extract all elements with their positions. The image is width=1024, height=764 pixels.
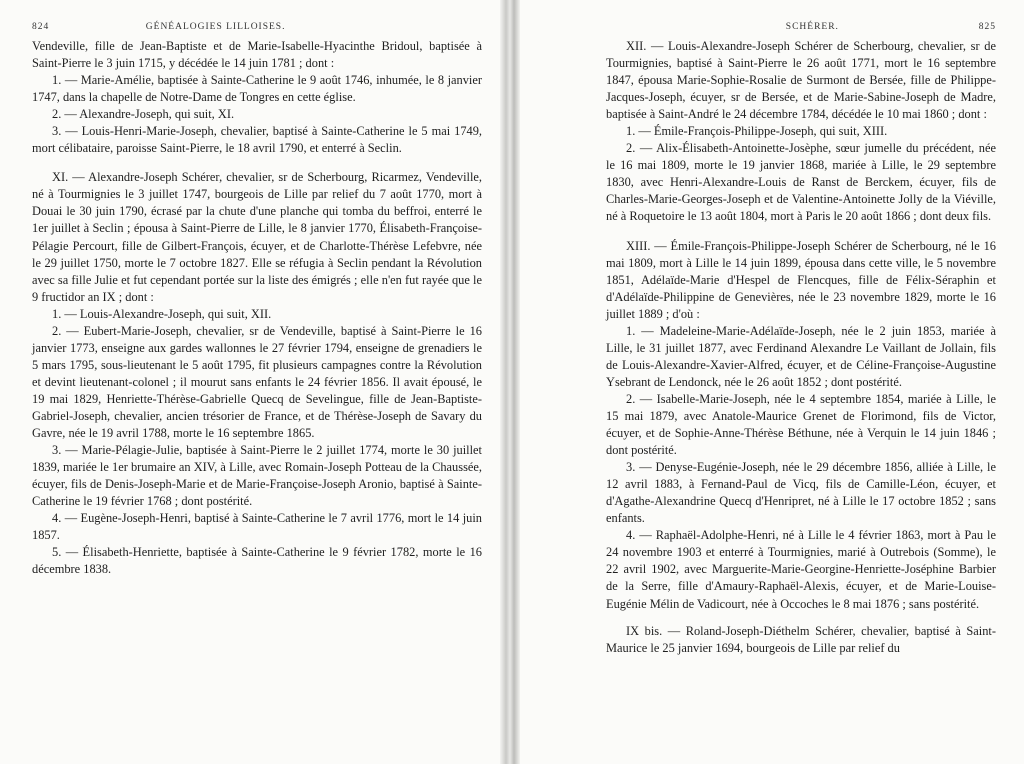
- right-paragraph: 1. — Madeleine-Marie-Adélaïde-Joseph, née le 2 juin 1853, mariée à Lille, le 31 juillet 1877, avec Ferdinand Alexandre Le Vaillant de Jollain, fils de Louis-Alexandre-Xavier-Alfred, écuyer, et de Céline-Françoise-Augustine Ysebrant de Lendonck, née le 26 août 1852 ; dont postérité.: [606, 323, 996, 389]
- left-page: [0, 0, 500, 764]
- right-paragraph: XIII. — Émile-François-Philippe-Joseph Schérer de Scherbourg, né le 16 mai 1809, mort à Lille le 14 juin 1899, épousa dans cette ville, le 5 novembre 1851, Adélaïde-Marie d'Hespel de Flencques, fille de Félix-Séraphin et d'Adélaïde-Philippine de Genevières, née le 23 novembre 1829, morte le 16 juillet 1889 ; d'où :: [606, 238, 996, 321]
- left-paragraph: 4. — Eugène-Joseph-Henri, baptisé à Sainte-Catherine le 7 avril 1776, mort le 14 juin 1857.: [32, 511, 482, 543]
- left-paragraph: 1. — Marie-Amélie, baptisée à Sainte-Catherine le 9 août 1746, inhumée, le 8 janvier 1747, dans la chapelle de Notre-Dame de Tongres en cette église.: [32, 73, 482, 105]
- right-paragraph: 4. — Raphaël-Adolphe-Henri, né à Lille le 4 février 1863, mort à Pau le 24 novembre 1903 et enterré à Tourmignies, marié à Outrebois (Somme), le 22 avril 1902, avec Marguerite-Marie-Georgine-Henriette-Joséphine Barbier de la Serre, fille d'Amaury-Raphaël-Alexis, écuyer, et de Marie-Louise-Eugénie Mélin de Vadicourt, née à Occoches le 8 mai 1876 ; sans postérité.: [606, 528, 996, 611]
- right-running-title: SCHÉRER.: [785, 22, 839, 32]
- left-paragraph: 5. — Élisabeth-Henriette, baptisée à Sainte-Catherine le 9 février 1782, morte le 16 décembre 1838.: [32, 545, 482, 577]
- right-paragraph: 3. — Denyse-Eugénie-Joseph, née le 29 décembre 1856, alliée à Lille, le 12 avril 1883, à Fernand-Paul de Vicq, fils de Camille-Léon, écuyer, et d'Agathe-Alexandrine Quecq d'Henripret, né à Lille le 17 octobre 1852 ; sans enfants.: [606, 460, 996, 526]
- left-paragraph: 3. — Marie-Pélagie-Julie, baptisée à Saint-Pierre le 2 juillet 1774, morte le 30 juillet 1839, mariée le 1er brumaire an XIV, à Lille, avec Romain-Joseph Potteau de la Chaussée, écuyer, fils de Denis-Joseph-Marie et de Marie-Françoise-Joseph Aronio, baptisé à Sainte-Catherine le 19 février 1768 ; dont postérité.: [32, 443, 482, 509]
- left-running-title: GÉNÉALOGIES LILLOISES.: [145, 22, 286, 32]
- left-page-number: 824: [32, 22, 50, 32]
- right-paragraph: 2. — Isabelle-Marie-Joseph, née le 4 septembre 1854, mariée à Lille, le 15 mai 1879, avec Anatole-Maurice Grenet de Florimond, fils de Victor, écuyer, et de Sophie-Anne-Thérèse Béthune, née à Verquin le 14 juin 1846 ; dont postérité.: [606, 391, 996, 458]
- left-paragraph: 2. — Eubert-Marie-Joseph, chevalier, sr de Vendeville, baptisé à Saint-Pierre le 16 janvier 1773, enseigne aux gardes wallonnes le 27 février 1794, enseigne de grenadiers le 5 mars 1795, sous-lieutenant le 5 août 1795, fit plusieurs campagnes contre la Révolution et devint lieutenant-colonel ; il mourut sans enfants le 24 février 1856. Il avait épousé, le 19 mai 1829, Henriette-Thérèse-Gabrielle Quecq de Sevelingue, fille de Jean-Baptiste-Gabriel-Joseph, chevalier, ancien trésorier de France, et de Thérèse-Joseph de Savary du Gavre, née le 19 avril 1788, morte le 16 septembre 1865.: [32, 323, 482, 441]
- right-paragraph: 1. — Émile-François-Philippe-Joseph, qui suit, XIII.: [626, 124, 888, 139]
- left-paragraph: XI. — Alexandre-Joseph Schérer, chevalier, sr de Scherbourg, Ricarmez, Vendeville, né à Tourmignies le 3 juillet 1747, bourgeois de Lille par relief du 7 août 1770, mort à Douai le 30 juin 1790, écrasé par la chute d'une planche qui tomba du beffroi, enterré le 1er juillet à Seclin ; épousa à Saint-Pierre de Lille, le 8 janvier 1770, Élisabeth-Françoise-Pélagie Percourt, fille de Gilbert-François, écuyer, et de Charlotte-Thérèse Lefebvre, née le 29 juillet 1750, morte le 7 octobre 1827. Elle se réfugia à Seclin pendant la Révolution avec sa fille Julie et fut cependant portée sur la liste des émigrés ; elle n'en fut rayée que le 9 fructidor an IX ; dont :: [32, 170, 482, 304]
- left-running-head: [32, 0, 482, 38]
- right-paragraph: IX bis. — Roland-Joseph-Diéthelm Schérer, chevalier, baptisé à Saint-Maurice le 25 janvier 1694, bourgeois de Lille par relief du: [606, 623, 996, 655]
- left-paragraph: 3. — Louis-Henri-Marie-Joseph, chevalier, baptisé à Sainte-Catherine le 5 mai 1749, mort célibataire, paroisse Saint-Pierre, le 18 avril 1790, et enterré à Seclin.: [32, 124, 482, 156]
- left-paragraph: 2. — Alexandre-Joseph, qui suit, XI.: [52, 107, 235, 122]
- right-paragraph: XII. — Louis-Alexandre-Joseph Schérer de Scherbourg, chevalier, sr de Tourmignies, baptisé à Saint-Pierre le 26 août 1771, mort le 16 septembre 1847, épousa Marie-Sophie-Rosalie de Surmont de Bersée, fille de Philippe-Jacques-Joseph, écuyer, sr de Bersée, et de Marie-Sabine-Joseph de Madre, baptisée à Saint-André le 24 décembre 1784, décédée le 10 mai 1860 ; dont :: [606, 39, 996, 122]
- right-page-number: 825: [978, 22, 996, 32]
- right-paragraph: 2. — Alix-Élisabeth-Antoinette-Josèphe, sœur jumelle du précédent, née le 16 mai 1809, morte le 19 janvier 1868, mariée à Lille, le 29 septembre 1830, avec Henri-Alexandre-Louis de Ranst de Berckem, écuyer, fils de Charles-Marie-Georges-Joseph et de Valentine-Antoinette Jolly de la Viéville, né à Roquetoire le 13 août 1804, mort à Paris le 20 août 1866 ; dont deux fils.: [606, 141, 996, 224]
- left-body-text: [32, 38, 482, 578]
- right-page: [520, 0, 1024, 764]
- book-gutter: [500, 0, 520, 764]
- left-paragraph: Vendeville, fille de Jean-Baptiste et de Marie-Isabelle-Hyacinthe Bridoul, baptisée à Saint-Pierre le 3 juin 1715, y décédée le 14 juin 1781 ; dont :: [32, 39, 482, 71]
- left-paragraph: 1. — Louis-Alexandre-Joseph, qui suit, XII.: [52, 306, 272, 321]
- right-body-text: [606, 38, 996, 657]
- right-running-head: [606, 0, 996, 38]
